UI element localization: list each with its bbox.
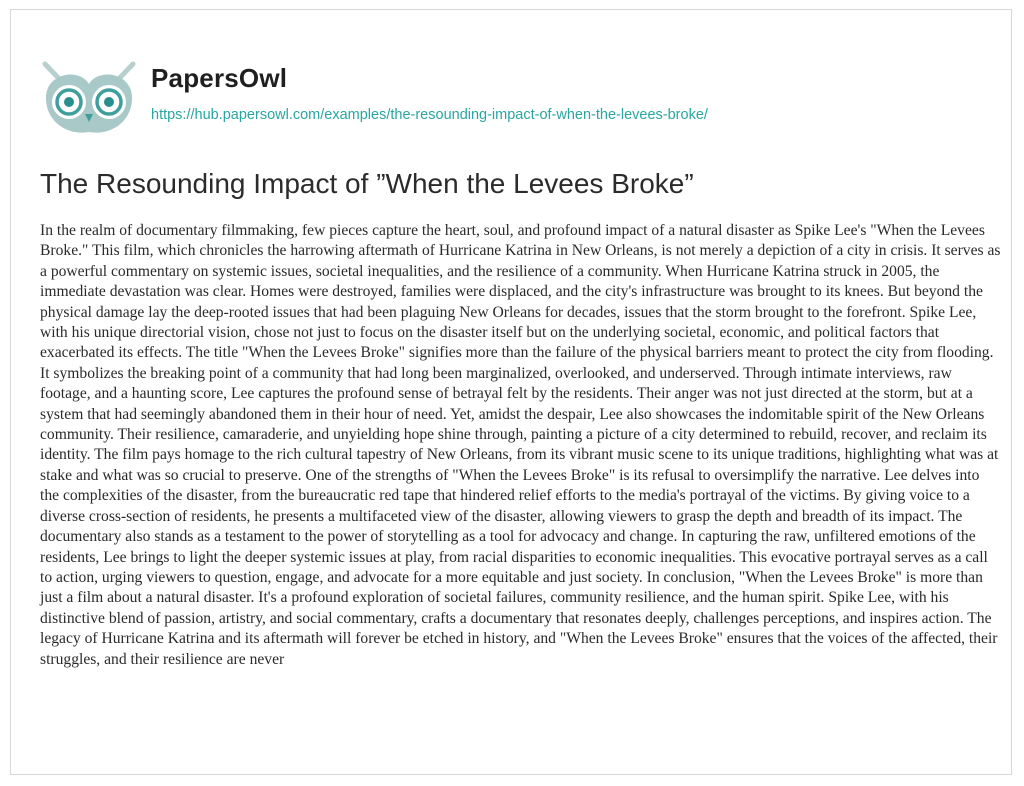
owl-logo-icon (40, 60, 138, 140)
brand-name: PapersOwl (151, 63, 288, 93)
article-title: The Resounding Impact of ”When the Levees Broke” (40, 168, 694, 199)
article-body: In the realm of documentary filmmaking, few pieces capture the heart, soul, and profound impact of a natural disaster as Spike Lee's "When the Levees Broke." This film, which chronicles the harrowing aftermath of Hurricane Katrina in New Orleans, is not merely a depiction of a city in crisis. It serves as a powerful commentary on systemic issues, societal inequalities, and the resilience of a community. When Hurricane Katrina struck in 2005, the immediate devastation was clear. Homes were destroyed, families were displaced, and the city's infrastructure was brought to its knees. But beyond the physical damage lay the deep-rooted issues that had been plaguing New Orleans for decades, issues that the storm brought to the forefront. Spike Lee, with his unique directorial vision, chose not just to focus on the disaster itself but on the underlying societal, economic, and political factors that exacerbated its effects. The title "When the Levees Broke" signifies more than the failure of the physical barriers meant to protect the city from flooding. It symbolizes the breaking point of a community that had long been marginalized, overlooked, and underserved. Through intimate interviews, raw footage, and a haunting score, Lee captures the profound sense of betrayal felt by the residents. Their anger was not just directed at the storm, but at a system that had seemingly abandoned them in their hour of need. Yet, amidst the despair, Lee also showcases the indomitable spirit of the New Orleans community. Their resilience, camaraderie, and unyielding hope shine through, painting a picture of a city determined to rebuild, recover, and reclaim its identity. The film pays homage to the rich cultural tapestry of New Orleans, from its vibrant music scene to its unique traditions, highlighting what was at stake and what was so crucial to preserve. One of the strengths of "When the Levees Broke" is its refusal to oversimplify the narrative. Lee delves into the complexities of the disaster, from the bureaucratic red tape that hindered relief efforts to the media's portrayal of the victims. By giving voice to a diverse cross-section of residents, he presents a multifaceted view of the disaster, allowing viewers to grasp the depth and breadth of its impact. The documentary also stands as a testament to the power of storytelling as a tool for advocacy and change. In capturing the raw, unfiltered emotions of the residents, Lee brings to light the deeper systemic issues at play, from racial disparities to economic inequalities. This evocative portrayal serves as a call to action, urging viewers to question, engage, and advocate for a more equitable and just society. In conclusion, "When the Levees Broke" is more than just a film about a natural disaster. It's a profound exploration of societal failures, community resilience, and the human spirit. Spike Lee, with his distinctive blend of passion, artistry, and social commentary, crafts a documentary that resonates deeply, challenges perceptions, and inspires action. The legacy of Hurricane Katrina and its aftermath will forever be etched in history, and "When the Levees Broke" ensures that the voices of the affected, their struggles, and their resilience are never (40, 222, 1001, 668)
source-url-link[interactable]: https://hub.papersowl.com/examples/the-resounding-impact-of-when-the-levees-broke/ (151, 107, 708, 123)
